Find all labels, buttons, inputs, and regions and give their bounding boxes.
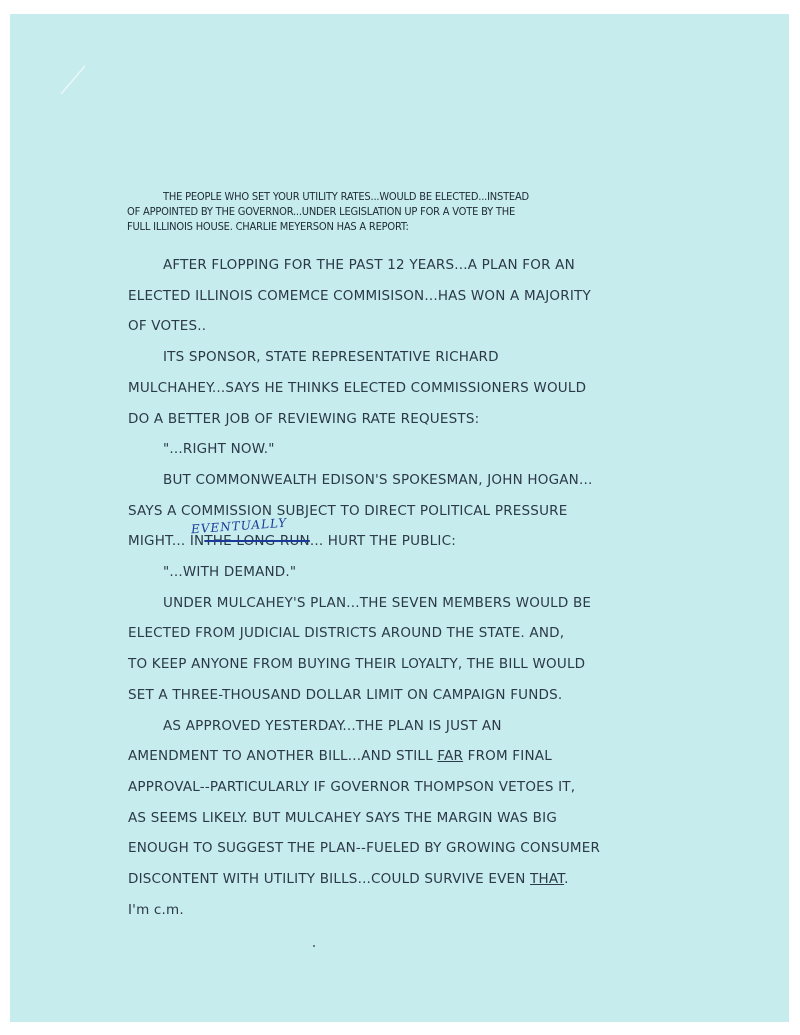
paper-fold-mark — [55, 60, 95, 100]
script-line: SAYS A COMMISSION SUBJECT TO DIRECT POLITICAL PRESSURE — [128, 502, 568, 519]
struck-text: THE LONG RUN — [204, 533, 310, 550]
signoff-line: I'm c.m. — [128, 901, 184, 918]
underlined-text: THAT — [530, 871, 565, 888]
script-line: APPROVAL--PARTICULARLY IF GOVERNOR THOMPSON VETOES IT, — [128, 778, 576, 795]
lead-line: OF APPOINTED BY THE GOVERNOR...UNDER LEGISLATION UP FOR A VOTE BY THE — [127, 205, 516, 218]
lead-line: FULL ILLINOIS HOUSE. CHARLIE MEYERSON HAS A REPORT: — [127, 220, 409, 233]
line-text: . — [564, 871, 569, 888]
script-line: MULCHAHEY...SAYS HE THINKS ELECTED COMMISSIONERS WOULD — [128, 379, 587, 396]
quote-line: "...WITH DEMAND." — [163, 564, 297, 581]
script-line: ELECTED ILLINOIS COMEMCE COMMISISON...HAS WON A MAJORITY — [128, 287, 591, 304]
handwritten-insert: EVENTUALLY — [190, 515, 288, 537]
script-body — [128, 250, 608, 925]
line-text: MIGHT... IN — [128, 533, 205, 550]
script-line: OF VOTES.. — [128, 318, 207, 335]
script-line: ENOUGH TO SUGGEST THE PLAN--FUELED BY GROWING CONSUMER — [128, 840, 601, 857]
lead-paragraph — [127, 189, 607, 234]
script-line: BUT COMMONWEALTH EDISON'S SPOKESMAN, JOHN HOGAN... — [163, 471, 593, 488]
line-text: AMENDMENT TO ANOTHER BILL...AND STILL — [128, 748, 438, 765]
lead-line: THE PEOPLE WHO SET YOUR UTILITY RATES...WOULD BE ELECTED...INSTEAD — [163, 190, 529, 203]
script-line: SET A THREE-THOUSAND DOLLAR LIMIT ON CAMPAIGN FUNDS. — [128, 686, 563, 703]
script-line: ELECTED FROM JUDICIAL DISTRICTS AROUND THE STATE. AND, — [128, 625, 565, 642]
script-line — [128, 741, 608, 772]
script-line: AFTER FLOPPING FOR THE PAST 12 YEARS...A PLAN FOR AN — [163, 257, 575, 273]
underlined-text: FAR — [437, 748, 464, 765]
script-line: ITS SPONSOR, STATE REPRESENTATIVE RICHARD — [163, 349, 499, 366]
script-line: UNDER MULCAHEY'S PLAN...THE SEVEN MEMBERS WOULD BE — [163, 594, 592, 611]
line-text: DISCONTENT WITH UTILITY BILLS...COULD SURVIVE EVEN — [128, 871, 531, 888]
script-line: TO KEEP ANYONE FROM BUYING THEIR LOYALTY, THE BILL WOULD — [128, 656, 586, 673]
script-line: AS SEEMS LIKELY. BUT MULCAHEY SAYS THE MARGIN WAS BIG — [128, 809, 557, 826]
script-line — [128, 864, 608, 895]
quote-line: "...RIGHT NOW." — [163, 441, 275, 458]
line-text: FROM FINAL — [463, 748, 552, 765]
line-text: ... HURT THE PUBLIC: — [309, 533, 456, 550]
paper-speck — [313, 945, 315, 947]
script-line: AS APPROVED YESTERDAY...THE PLAN IS JUST AN — [163, 717, 502, 734]
script-line: DO A BETTER JOB OF REVIEWING RATE REQUESTS: — [128, 410, 480, 427]
